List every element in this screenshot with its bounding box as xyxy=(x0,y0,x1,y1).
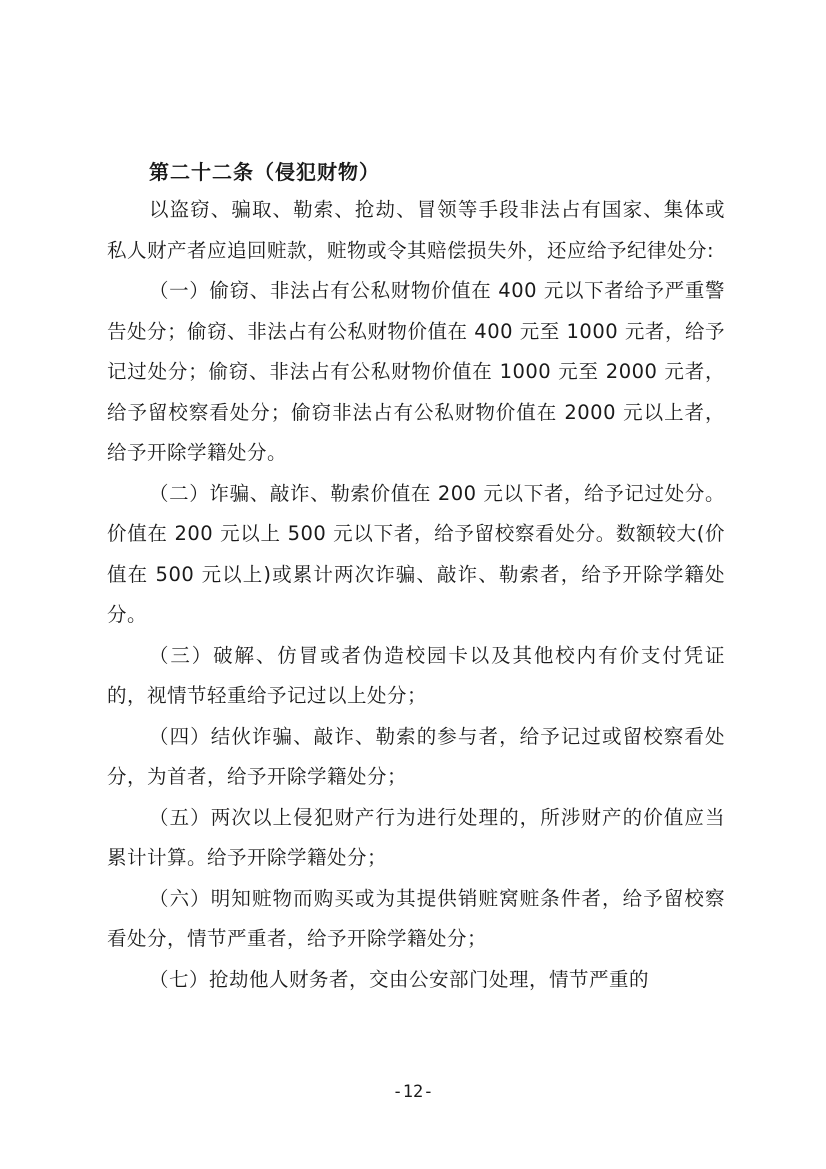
clause-5-paragraph: （五）两次以上侵犯财产行为进行处理的，所涉财产的价值应当累计计算。给予开除学籍处分； xyxy=(107,805,725,869)
page-number: -12- xyxy=(392,1082,434,1102)
document-body xyxy=(107,154,725,1000)
article-heading: 第二十二条（侵犯财物） xyxy=(149,160,380,184)
intro-paragraph: 以盗窃、骗取、勒索、抢劫、冒领等手段非法占有国家、集体或私人财产者应追回赃款，赃物或令其赔偿损失外，还应给予纪律处分: xyxy=(107,198,725,262)
clause-2-paragraph: （二）诈骗、敲诈、勒索价值在 200 元以下者，给予记过处分。价值在 200 元以上 500 元以下者，给予留校察看处分。数额较大(价值在 500 元以上)或累计两次诈骗、敲诈、勒索者，给予开除学籍处分。 xyxy=(107,481,725,626)
clause-3-paragraph: （三）破解、仿冒或者伪造校园卡以及其他校内有价支付凭证的，视情节轻重给予记过以上处分； xyxy=(107,643,725,707)
clause-7-paragraph: （七）抢劫他人财务者，交由公安部门处理，情节严重的 xyxy=(149,967,650,991)
clause-4-paragraph: （四）结伙诈骗、敲诈、勒索的参与者，给予记过或留校察看处分，为首者，给予开除学籍处分； xyxy=(107,724,725,788)
clause-6-paragraph: （六）明知赃物而购买或为其提供销赃窝赃条件者，给予留校察看处分，情节严重者，给予开除学籍处分； xyxy=(107,886,725,950)
clause-1-paragraph: （一）偷窃、非法占有公私财物价值在 400 元以下者给予严重警告处分；偷窃、非法占有公私财物价值在 400 元至 1000 元者，给予记过处分；偷窃、非法占有公私财物价值在 1000 元至 2000 元者，给予留校察看处分；偷窃非法占有公私财物价值在 2000 元以上者，给予开除学籍处分。 xyxy=(107,279,725,464)
